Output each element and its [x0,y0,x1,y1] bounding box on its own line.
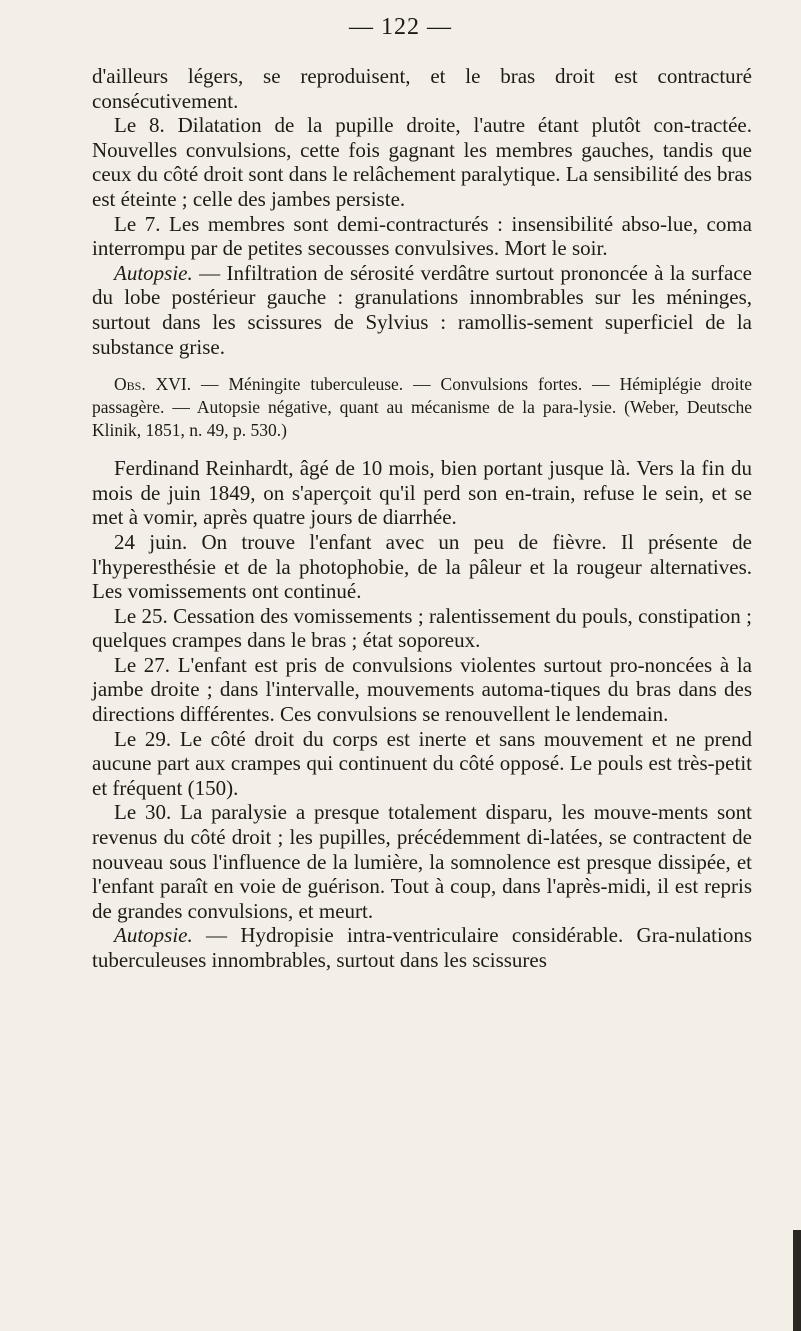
paragraph: Le 29. Le côté droit du corps est inerte et sans mouvement et ne prend aucune part aux crampes qui continuent du côté opposé. Le pouls est très-petit et fréquent (150). [92,726,752,800]
observation-heading [92,373,752,442]
observation-summary: — Méningite tuberculeuse. — Convulsions fortes. — Hémiplégie droite passagère. — Autopsie négative, quant au mécanisme de la para-lysie. (Weber, Deutsche Klinik, 1851, n. 49, p. 530.) [92,374,752,441]
autopsy-text: — Infiltration de sérosité verdâtre surtout prononcée à la surface du lobe postérieur gauche : granulations innombrables sur les méninges, surtout dans les scissures de Sylvius : ramollis-sement superficiel de la substance grise. [92,260,752,359]
autopsy-paragraph [92,923,752,972]
observation-label: Obs. XVI. [114,374,192,395]
paragraph: Le 7. Les membres sont demi-contracturés : insensibilité abso-lue, coma interrompu par de petites secousses convulsives. Mort le soir. [92,211,752,261]
page-number: — 122 — [349,14,452,40]
paragraph: 24 juin. On trouve l'enfant avec un peu de fièvre. Il présente de l'hyperesthésie et de la photophobie, de la pâleur et la rougeur alternatives. Les vomissements ont continué. [92,529,752,604]
paragraph: Le 25. Cessation des vomissements ; ralentissement du pouls, constipation ; quelques crampes dans le bras ; état soporeux. [92,603,752,653]
paragraph: Le 27. L'enfant est pris de convulsions violentes surtout pro-noncées à la jambe droite ; dans l'intervalle, mouvements automa-tiques du bras dans des directions différentes. Ces convulsions se renouvellent le lendemain. [92,652,752,727]
autopsy-label: Autopsie. [114,923,193,948]
paragraph: Ferdinand Reinhardt, âgé de 10 mois, bien portant jusque là. Vers la fin du mois de juin 1849, on s'aperçoit qu'il perd son en-train, refuse le sein, et se met à vomir, après quatre jours de diarrhée. [92,456,752,530]
paragraph: Le 8. Dilatation de la pupille droite, l'autre étant plutôt con-tractée. Nouvelles convulsions, cette fois gagnant les membres gauches, tandis que ceux du côté droit sont dans le relâchement paralytique. La sensibilité des bras est éteinte ; celle des jambes persiste. [92,113,752,211]
autopsy-text: — Hydropisie intra-ventriculaire considérable. Gra-nulations tuberculeuses innombrables, surtout dans les scissures [92,923,752,972]
page-edge-shadow [793,1230,801,1331]
autopsy-label: Autopsie. [114,260,193,285]
paragraph: d'ailleurs légers, se reproduisent, et le bras droit est contracturé consécutivement. [92,64,752,113]
paragraph: Le 30. La paralysie a presque totalement disparu, les mouve-ments sont revenus du côté droit ; les pupilles, précédemment di-latées, se contractent de nouveau sous l'influence de la lumière, la somnolence est presque dissipée, et l'enfant paraît en voie de guérison. Tout à coup, dans l'après-midi, il est repris de grandes convulsions, et meurt. [92,800,752,923]
autopsy-paragraph [92,261,752,359]
page-body [92,64,752,973]
